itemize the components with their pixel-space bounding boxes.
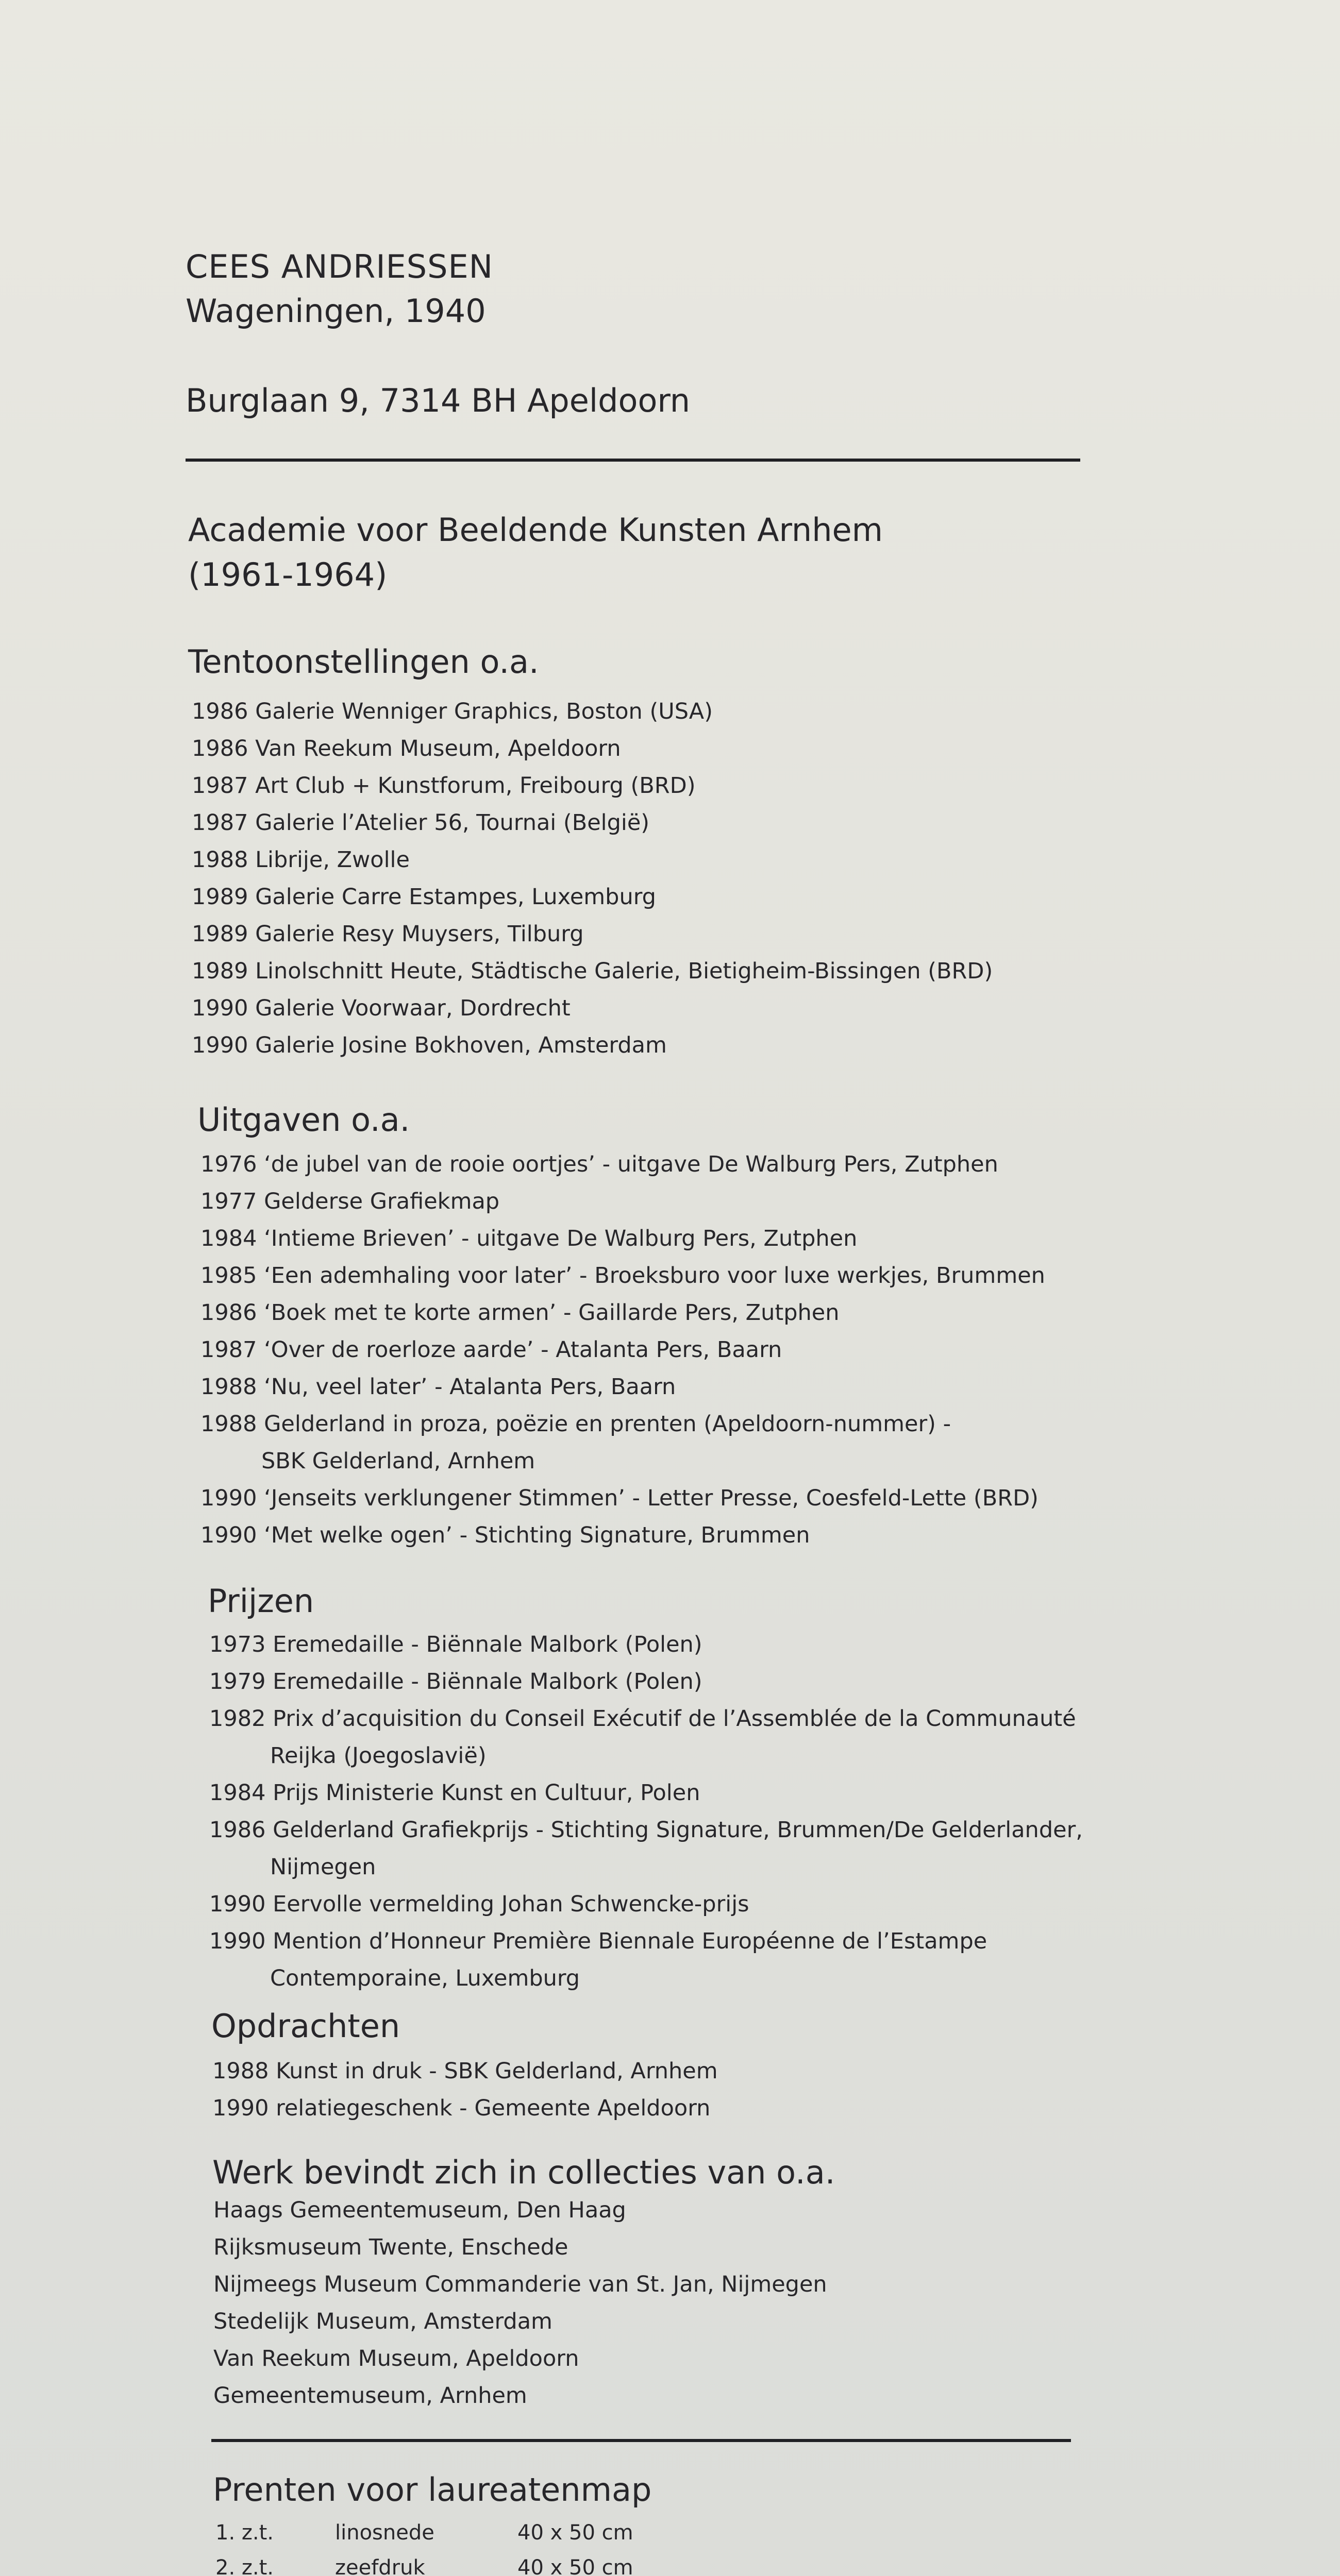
list-item: 1990 ‘Met welke ogen’ - Stichting Signature, Brummen — [200, 1522, 810, 1548]
list-item: 1988 Gelderland in proza, poëzie en prenten (Apeldoorn-nummer) - — [200, 1411, 951, 1437]
list-item: 1988 Librije, Zwolle — [192, 847, 410, 873]
collections-heading: Werk bevindt zich in collecties van o.a. — [212, 2154, 835, 2191]
list-item: 1990 relatiegeschenk - Gemeente Apeldoorn — [212, 2095, 711, 2121]
list-item: 1986 Galerie Wenniger Graphics, Boston (USA) — [192, 699, 713, 724]
exhibitions-heading: Tentoonstellingen o.a. — [188, 643, 539, 681]
list-item: Rijksmuseum Twente, Enschede — [213, 2234, 568, 2260]
commissions-list — [212, 2053, 718, 2127]
artist-address: Burglaan 9, 7314 BH Apeldoorn — [186, 382, 691, 419]
list-item: 1989 Galerie Resy Muysers, Tilburg — [192, 921, 584, 947]
list-item: 1989 Galerie Carre Estampes, Luxemburg — [192, 884, 656, 910]
list-item: 1990 Mention d’Honneur Première Biennale Européenne de l’Estampe — [209, 1928, 987, 1954]
print-size: 40 x 50 cm — [517, 2556, 633, 2576]
prints-heading: Prenten voor laureatenmap — [213, 2471, 652, 2509]
list-item: 1989 Linolschnitt Heute, Städtische Galerie, Bietigheim-Bissingen (BRD) — [192, 958, 993, 984]
list-item-continuation: Reijka (Joegoslavië) — [270, 1743, 487, 1769]
print-number: 2. z.t. — [215, 2556, 274, 2576]
list-item: 1987 Galerie l’Atelier 56, Tournai (België) — [192, 810, 650, 836]
list-item: Stedelijk Museum, Amsterdam — [213, 2309, 552, 2334]
list-item: 1984 Prijs Ministerie Kunst en Cultuur, Polen — [209, 1780, 700, 1806]
list-item: 1973 Eremedaille - Biënnale Malbork (Polen) — [209, 1632, 702, 1657]
birth-place-year: Wageningen, 1940 — [186, 292, 486, 330]
list-item: 1990 Galerie Josine Bokhoven, Amsterdam — [192, 1032, 667, 1058]
print-size: 40 x 50 cm — [517, 2521, 633, 2545]
education-years: (1961-1964) — [188, 556, 388, 594]
exhibitions-list — [192, 693, 993, 1064]
artist-name: CEES ANDRIESSEN — [186, 248, 494, 285]
print-number: 1. z.t. — [215, 2521, 274, 2545]
list-item: 1990 ‘Jenseits verklungener Stimmen’ - Letter Presse, Coesfeld-Lette (BRD) — [200, 1485, 1038, 1511]
list-item: 1976 ‘de jubel van de rooie oortjes’ - uitgave De Walburg Pers, Zutphen — [200, 1151, 998, 1177]
list-item: 1982 Prix d’acquisition du Conseil Exécutif de l’Assemblée de la Communauté — [209, 1706, 1076, 1732]
divider-top — [186, 459, 1080, 462]
list-item: 1986 ‘Boek met te korte armen’ - Gaillarde Pers, Zutphen — [200, 1300, 840, 1326]
print-technique: linosnede — [335, 2521, 434, 2545]
list-item: Van Reekum Museum, Apeldoorn — [213, 2346, 579, 2371]
list-item: 1986 Van Reekum Museum, Apeldoorn — [192, 736, 621, 761]
list-item: Nijmeegs Museum Commanderie van St. Jan, Nijmegen — [213, 2272, 827, 2297]
divider-bottom — [211, 2439, 1071, 2442]
publications-list — [200, 1146, 1045, 1554]
list-item: Haags Gemeentemuseum, Den Haag — [213, 2197, 626, 2223]
commissions-heading: Opdrachten — [211, 2007, 400, 2045]
list-item: 1990 Eervolle vermelding Johan Schwencke-prijs — [209, 1891, 749, 1917]
list-item: 1990 Galerie Voorwaar, Dordrecht — [192, 995, 571, 1021]
list-item-continuation: SBK Gelderland, Arnhem — [261, 1448, 535, 1474]
list-item: 1977 Gelderse Grafiekmap — [200, 1189, 500, 1214]
list-item: 1987 ‘Over de roerloze aarde’ - Atalanta Pers, Baarn — [200, 1337, 782, 1363]
list-item-continuation: Contemporaine, Luxemburg — [270, 1965, 580, 1991]
publications-heading: Uitgaven o.a. — [197, 1101, 410, 1139]
list-item: 1987 Art Club + Kunstforum, Freibourg (BRD) — [192, 773, 696, 799]
education-line: Academie voor Beeldende Kunsten Arnhem — [188, 511, 883, 549]
education-block — [188, 507, 883, 597]
list-item: 1986 Gelderland Grafiekprijs - Stichting Signature, Brummen/De Gelderlander, — [209, 1817, 1083, 1843]
prizes-list — [209, 1626, 1083, 1997]
list-item: Gemeentemuseum, Arnhem — [213, 2383, 527, 2409]
list-item-continuation: Nijmegen — [270, 1854, 376, 1880]
prizes-heading: Prijzen — [208, 1582, 314, 1620]
collections-list — [213, 2192, 827, 2414]
list-item: 1985 ‘Een ademhaling voor later’ - Broeksburo voor luxe werkjes, Brummen — [200, 1263, 1045, 1289]
list-item: 1979 Eremedaille - Biënnale Malbork (Polen) — [209, 1669, 702, 1694]
list-item: 1988 ‘Nu, veel later’ - Atalanta Pers, Baarn — [200, 1374, 676, 1400]
list-item: 1984 ‘Intieme Brieven’ - uitgave De Walburg Pers, Zutphen — [200, 1226, 858, 1251]
list-item: 1988 Kunst in druk - SBK Gelderland, Arnhem — [212, 2058, 718, 2084]
print-technique: zeefdruk — [335, 2556, 425, 2576]
